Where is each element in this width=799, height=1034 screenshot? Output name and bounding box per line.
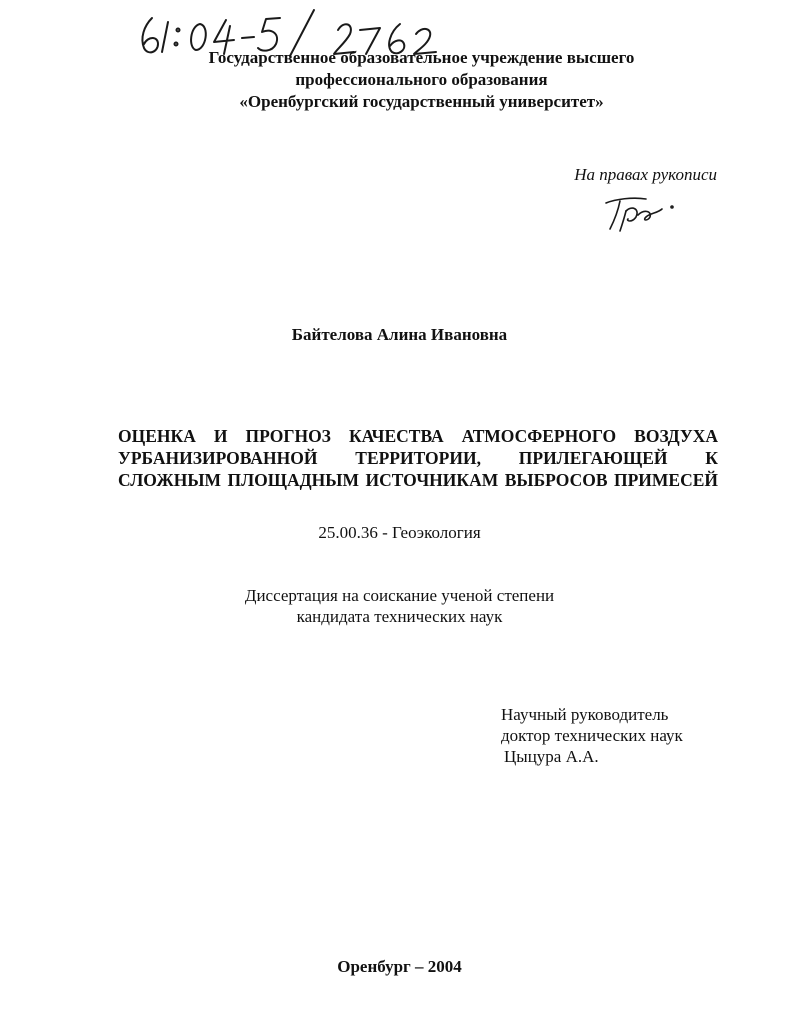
advisor-role: Научный руководитель — [501, 705, 669, 724]
institution-line-3: «Оренбургский государственный университет» — [239, 92, 604, 111]
specialty-code: 25.00.36 - Геоэкология — [318, 523, 481, 542]
advisor-rank: доктор технических наук — [501, 726, 683, 745]
degree-line-2: кандидата технических наук — [296, 607, 503, 626]
institution-line-2: профессионального образования — [295, 70, 548, 89]
rights-notice: На правах рукописи — [574, 165, 717, 184]
institution-header — [22, 47, 799, 113]
scientific-advisor — [501, 704, 683, 767]
degree-line-1: Диссертация на соискание ученой степени — [244, 586, 555, 605]
title-line-1: ОЦЕНКА И ПРОГНОЗ КАЧЕСТВА АТМОСФЕРНОГО ВОЗДУХА — [118, 426, 718, 446]
advisor-name: Цыцура А.А. — [504, 747, 599, 766]
title-line-2: УРБАНИЗИРОВАННОЙ ТЕРРИТОРИИ, ПРИЛЕГАЮЩЕЙ К — [118, 448, 718, 468]
title-line-3: СЛОЖНЫМ ПЛОЩАДНЫМ ИСТОЧНИКАМ ВЫБРОСОВ ПРИМЕСЕЙ — [118, 470, 718, 490]
author-name: Байтелова Алина Ивановна — [291, 325, 508, 344]
city-year: Оренбург – 2004 — [337, 957, 462, 976]
dissertation-title — [118, 425, 718, 491]
signature-icon — [602, 193, 678, 233]
institution-line-1: Государственное образовательное учреждение высшего — [208, 48, 635, 67]
degree-statement — [0, 585, 799, 627]
